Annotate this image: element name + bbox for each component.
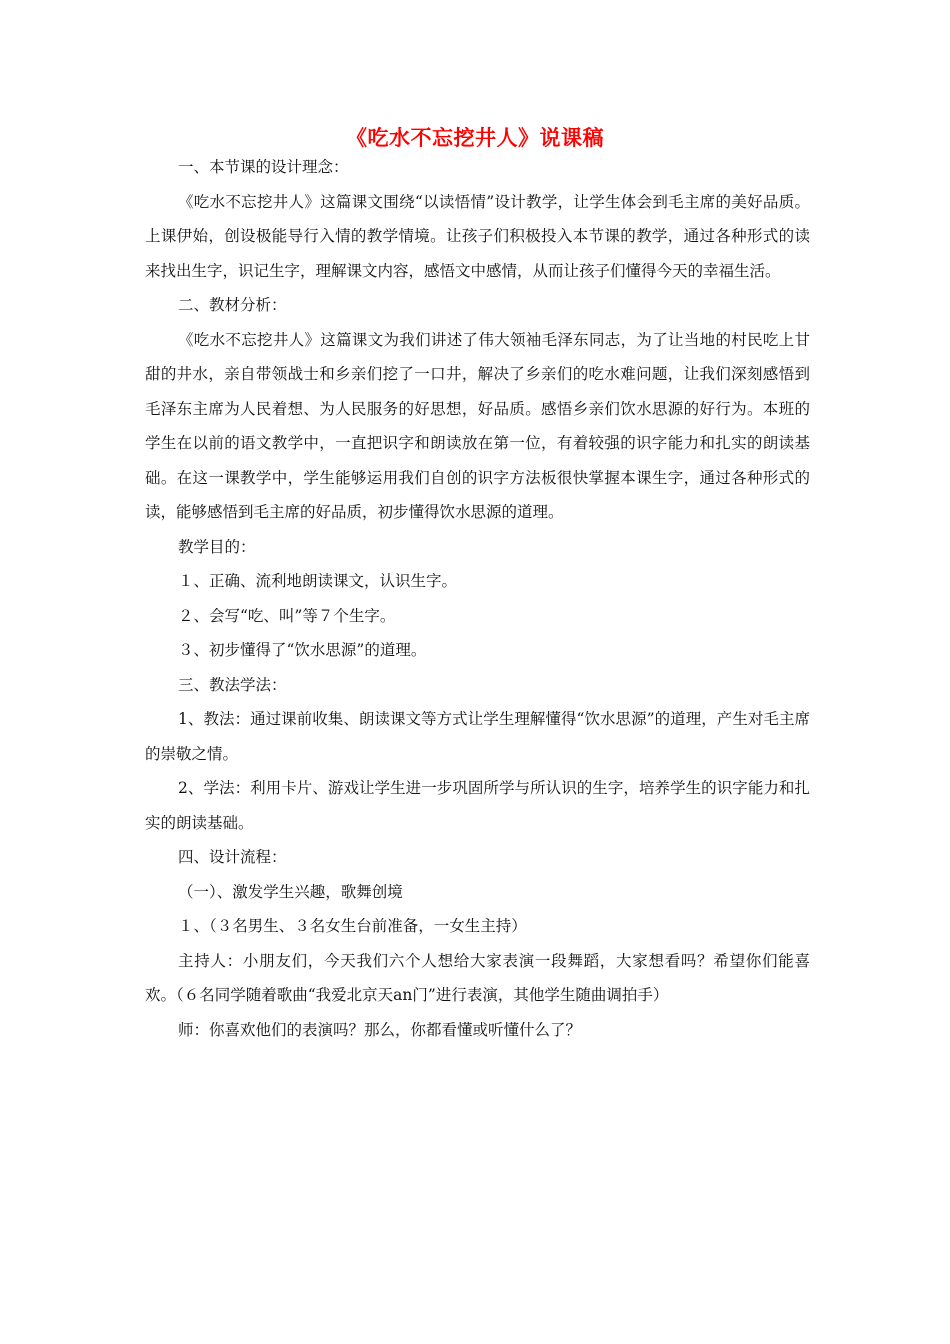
section-heading-design-flow: 四、设计流程：	[178, 848, 287, 866]
section-heading-design-concept: 一、本节课的设计理念：	[178, 158, 349, 176]
section-heading-methods: 三、教法学法：	[178, 675, 287, 694]
heading-teaching-goals: 教学目的：	[178, 537, 256, 556]
subsection-heading-stimulate-interest: （一）、激发学生兴趣，歌舞创境	[178, 882, 403, 901]
paragraph-learning-method: 2、学法：利用卡片、游戏让学生进一步巩固所学与所认识的生字，培养学生的识字能力和扎实的朗读基础。	[145, 779, 810, 832]
document-title: 《吃水不忘挖井人》说课稿	[346, 126, 604, 150]
paragraph-host-speech: 主持人：小朋友们，今天我们六个人想给大家表演一段舞蹈，大家想看吗？希望你们能喜欢。（６名同学随着歌曲“我爱北京天an门”进行表演，其他学生随曲调拍手）	[145, 951, 810, 1004]
document-body	[145, 150, 810, 1047]
paragraph-teacher-question: 师：你喜欢他们的表演吗？那么，你都看懂或听懂什么了？	[178, 1020, 582, 1039]
goal-item-1: １、正确、流利地朗读课文，认识生字。	[178, 572, 458, 590]
paragraph-design-concept: 《吃水不忘挖井人》这篇课文围绕“以读悟情”设计教学，让学生体会到毛主席的美好品质。上课伊始，创设极能导行入情的教学情境。让孩子们积极投入本节课的教学，通过各种形式的读来找出生字，识记生字，理解课文内容，感悟文中感情，从而让孩子们懂得今天的幸福生活。	[145, 192, 810, 280]
goal-item-3: ３、初步懂得了“饮水思源”的道理。	[178, 641, 427, 659]
flow-item-1: １、（３名男生、３名女生台前准备，一女生主持）	[178, 917, 527, 935]
paragraph-material-analysis: 《吃水不忘挖井人》这篇课文为我们讲述了伟大领袖毛泽东同志，为了让当地的村民吃上甘甜的井水，亲自带领战士和乡亲们挖了一口井，解决了乡亲们的吃水难问题，让我们深刻感悟到毛泽东主席为人民着想、为人民服务的好思想，好品质。感悟乡亲们饮水思源的好行为。本班的学生在以前的语文教学中，一直把识字和朗读放在第一位，有着较强的识字能力和扎实的朗读基础。在这一课教学中，学生能够运用我们自创的识字方法板很快掌握本课生字，通过各种形式的读，能够感悟到毛主席的好品质，初步懂得饮水思源的道理。	[145, 330, 810, 521]
paragraph-teaching-method: 1、教法：通过课前收集、朗读课文等方式让学生理解懂得“饮水思源”的道理，产生对毛主席的崇敬之情。	[145, 710, 810, 763]
goal-item-2: ２、会写“吃、叫”等７个生字。	[178, 606, 396, 625]
section-heading-material-analysis: 二、教材分析：	[178, 296, 287, 314]
